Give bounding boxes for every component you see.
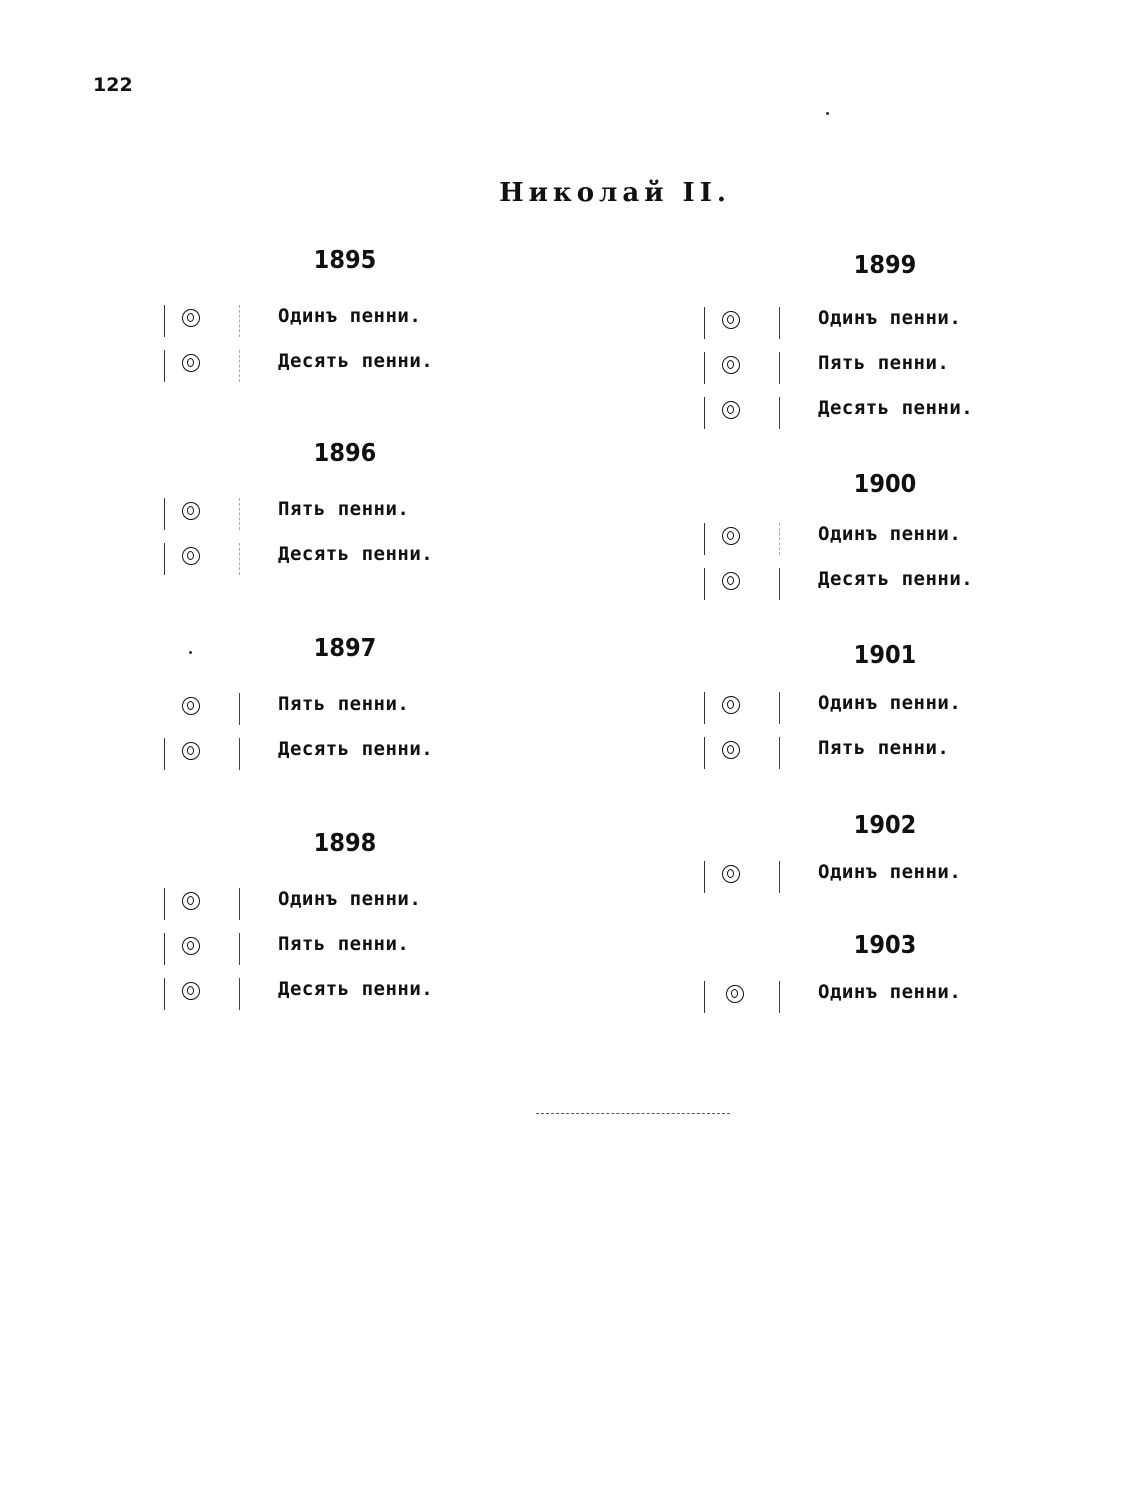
denomination-label: Десять пенни.: [818, 397, 974, 419]
bracket-line: [239, 738, 240, 770]
year-heading: 1903: [853, 930, 917, 959]
list-item: [160, 691, 540, 736]
coin-icon: [722, 527, 740, 545]
coin-icon: [726, 985, 744, 1003]
year-heading: 1897: [313, 633, 377, 662]
list-item: [160, 886, 540, 931]
list-item: [700, 395, 1080, 440]
bracket-line: [704, 692, 705, 724]
list-item: [160, 976, 540, 1021]
bracket-line: [239, 543, 240, 575]
bracket-line: [704, 737, 705, 769]
coin-icon: [182, 309, 200, 327]
list-item: [160, 496, 540, 541]
bracket-line: [164, 933, 165, 965]
denomination-label: Десять пенни.: [278, 738, 434, 760]
list-item: [700, 305, 1080, 350]
coin-icon: [182, 937, 200, 955]
list-item: [160, 348, 540, 393]
denomination-label: Одинъ пенни.: [818, 861, 962, 883]
bracket-line: [704, 307, 705, 339]
bracket-line: [704, 861, 705, 893]
denomination-label: Десять пенни.: [278, 978, 434, 1000]
denomination-label: Десять пенни.: [818, 568, 974, 590]
denomination-label: Одинъ пенни.: [818, 523, 962, 545]
bracket-line: [164, 498, 165, 530]
bracket-line: [239, 978, 240, 1010]
bracket-line: [239, 933, 240, 965]
bracket-line: [704, 523, 705, 555]
coin-icon: [722, 356, 740, 374]
denomination-label: Одинъ пенни.: [278, 888, 422, 910]
year-heading: 1898: [313, 828, 377, 857]
list-item: [160, 931, 540, 976]
denomination-label: Пять пенни.: [278, 933, 410, 955]
list-item: [700, 521, 1080, 566]
coin-icon: [722, 311, 740, 329]
coin-icon: [722, 741, 740, 759]
bracket-line: [164, 305, 165, 337]
denomination-label: Одинъ пенни.: [818, 692, 962, 714]
coin-icon: [722, 865, 740, 883]
denomination-label: Десять пенни.: [278, 350, 434, 372]
list-item: [160, 736, 540, 781]
coin-icon: [182, 982, 200, 1000]
coin-icon: [722, 696, 740, 714]
bracket-line: [779, 568, 780, 600]
denomination-label: Одинъ пенни.: [818, 981, 962, 1003]
coin-icon: [182, 502, 200, 520]
list-item: [160, 303, 540, 348]
bracket-line: [164, 738, 165, 770]
list-item: [700, 690, 1080, 735]
bracket-line: [164, 543, 165, 575]
print-speck: [826, 112, 829, 115]
list-item: [700, 859, 1080, 904]
bracket-line: [704, 981, 705, 1013]
year-heading: 1902: [853, 810, 917, 839]
bracket-line: [704, 352, 705, 384]
bracket-line: [704, 568, 705, 600]
coin-icon: [722, 572, 740, 590]
denomination-label: Пять пенни.: [278, 693, 410, 715]
bracket-line: [239, 498, 240, 530]
bracket-line: [239, 350, 240, 382]
list-item: [700, 979, 1080, 1024]
bracket-line: [164, 888, 165, 920]
bracket-line: [779, 861, 780, 893]
bracket-line: [779, 981, 780, 1013]
bracket-line: [779, 352, 780, 384]
coin-icon: [182, 354, 200, 372]
bracket-line: [239, 888, 240, 920]
page-title: Николай II.: [499, 178, 731, 208]
list-item: [160, 541, 540, 586]
bracket-line: [779, 737, 780, 769]
year-heading: 1896: [313, 438, 377, 467]
list-item: [700, 350, 1080, 395]
coin-icon: [722, 401, 740, 419]
year-heading: 1899: [853, 250, 917, 279]
page-number: 122: [93, 74, 133, 96]
coin-icon: [182, 697, 200, 715]
year-heading: 1900: [853, 469, 917, 498]
bracket-line: [779, 397, 780, 429]
list-item: [700, 735, 1080, 780]
denomination-label: Десять пенни.: [278, 543, 434, 565]
bracket-line: [164, 978, 165, 1010]
print-speck: [189, 651, 192, 654]
bracket-line: [779, 307, 780, 339]
year-heading: 1895: [313, 245, 377, 274]
coin-icon: [182, 547, 200, 565]
section-divider: [536, 1113, 730, 1114]
coin-icon: [182, 892, 200, 910]
denomination-label: Одинъ пенни.: [278, 305, 422, 327]
denomination-label: Одинъ пенни.: [818, 307, 962, 329]
list-item: [700, 566, 1080, 611]
bracket-line: [239, 693, 240, 725]
bracket-line: [164, 350, 165, 382]
bracket-line: [779, 523, 780, 555]
bracket-line: [239, 305, 240, 337]
denomination-label: Пять пенни.: [278, 498, 410, 520]
bracket-line: [779, 692, 780, 724]
bracket-line: [704, 397, 705, 429]
denomination-label: Пять пенни.: [818, 737, 950, 759]
coin-icon: [182, 742, 200, 760]
year-heading: 1901: [853, 640, 917, 669]
denomination-label: Пять пенни.: [818, 352, 950, 374]
